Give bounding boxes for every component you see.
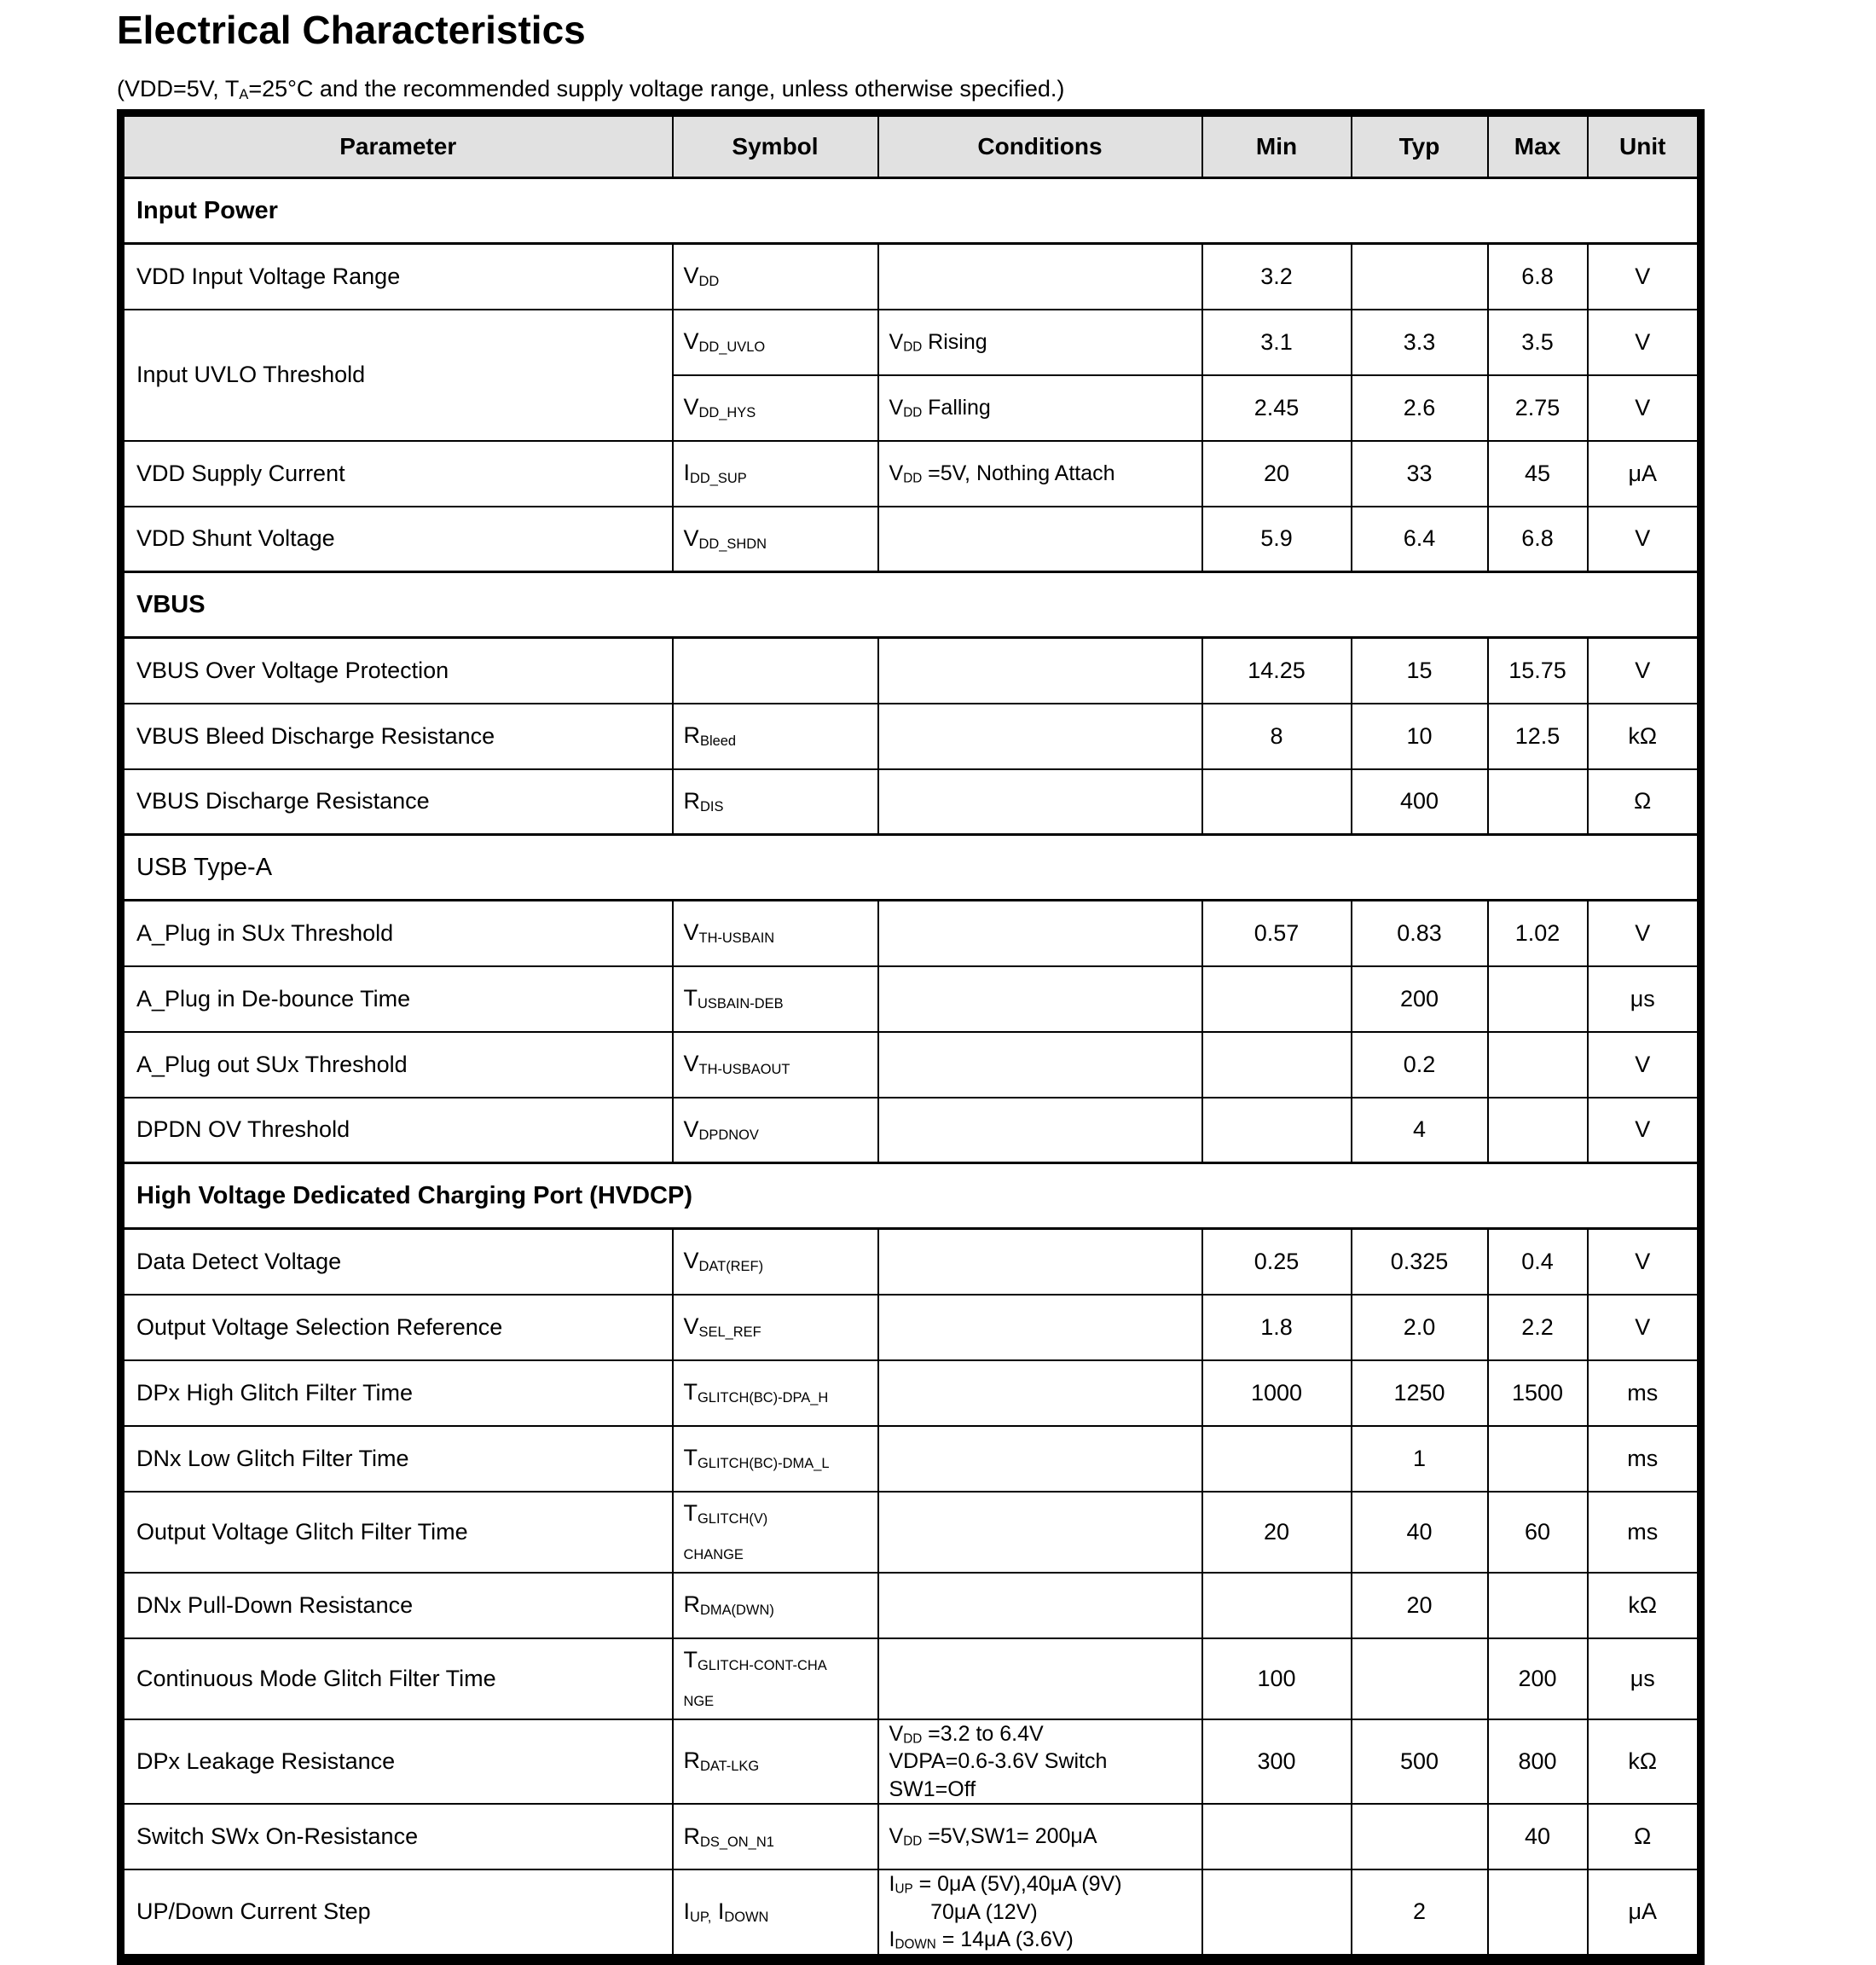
conditions-cell xyxy=(878,966,1202,1032)
conditions-cell xyxy=(878,1638,1202,1719)
max-cell xyxy=(1488,1869,1588,1959)
typ-cell: 0.2 xyxy=(1352,1032,1488,1098)
param-cell: DPDN OV Threshold xyxy=(121,1098,673,1163)
unit-cell: V xyxy=(1588,1229,1701,1295)
min-cell: 0.57 xyxy=(1202,901,1352,966)
min-cell xyxy=(1202,966,1352,1032)
typ-cell: 0.83 xyxy=(1352,901,1488,966)
section-label: High Voltage Dedicated Charging Port (HVDCP) xyxy=(121,1163,1701,1229)
min-cell: 20 xyxy=(1202,441,1352,507)
param-cell: Data Detect Voltage xyxy=(121,1229,673,1295)
typ-cell: 40 xyxy=(1352,1492,1488,1573)
symbol-cell: $V_{DAT(REF)}$ xyxy=(673,1229,878,1295)
min-cell: 1000 xyxy=(1202,1360,1352,1426)
conditions-cell xyxy=(878,901,1202,966)
conditions-cell: $I_{UP} = 0\mu A$ (5V),40μA (9V) 70μA (12V) $I_{DOWN} = 14\mu A$ (3.6V) xyxy=(878,1869,1202,1959)
min-cell: 1.8 xyxy=(1202,1295,1352,1360)
unit-cell: Ω xyxy=(1588,769,1701,835)
page-title: Electrical Characteristics xyxy=(117,8,586,52)
param-cell: Output Voltage Selection Reference xyxy=(121,1295,673,1360)
unit-cell: V xyxy=(1588,901,1701,966)
unit-cell: ms xyxy=(1588,1492,1701,1573)
max-cell: 1500 xyxy=(1488,1360,1588,1426)
typ-cell xyxy=(1352,1804,1488,1869)
param-cell: Continuous Mode Glitch Filter Time xyxy=(121,1638,673,1719)
table-row xyxy=(121,1229,1701,1295)
min-cell xyxy=(1202,1032,1352,1098)
max-cell xyxy=(1488,1573,1588,1638)
typ-cell: 10 xyxy=(1352,704,1488,769)
unit-cell: V xyxy=(1588,310,1701,375)
param-cell: A_Plug in SUx Threshold xyxy=(121,901,673,966)
max-cell: 0.4 xyxy=(1488,1229,1588,1295)
section-label: VBUS xyxy=(121,572,1701,638)
typ-cell: 2 xyxy=(1352,1869,1488,1959)
symbol-cell: $T_{GLITCH(BC)-DPA\_H}$ xyxy=(673,1360,878,1426)
unit-cell: kΩ xyxy=(1588,1573,1701,1638)
typ-cell: 6.4 xyxy=(1352,507,1488,572)
min-cell: 5.9 xyxy=(1202,507,1352,572)
max-cell xyxy=(1488,1032,1588,1098)
symbol-cell: $I_{UP,}$ $I_{DOWN}$ xyxy=(673,1869,878,1959)
symbol-cell: $V_{DD\_HYS}$ xyxy=(673,375,878,441)
max-cell xyxy=(1488,769,1588,835)
param-cell: DNx Low Glitch Filter Time xyxy=(121,1426,673,1492)
conditions-cell xyxy=(878,1426,1202,1492)
param-cell: A_Plug out SUx Threshold xyxy=(121,1032,673,1098)
table-row xyxy=(121,1492,1701,1573)
symbol-cell: $T_{GLITCH(V)}$ $_{CHANGE}$ xyxy=(673,1492,878,1573)
max-cell: 800 xyxy=(1488,1719,1588,1805)
symbol-cell xyxy=(673,638,878,704)
conditions-cell xyxy=(878,638,1202,704)
unit-cell: μA xyxy=(1588,441,1701,507)
section-row xyxy=(121,835,1701,901)
min-cell xyxy=(1202,769,1352,835)
symbol-cell: $R_{DAT-LKG}$ xyxy=(673,1719,878,1805)
unit-cell: V xyxy=(1588,638,1701,704)
table-row xyxy=(121,966,1701,1032)
max-cell: 200 xyxy=(1488,1638,1588,1719)
page-subtitle: (VDD=5V, $T_A=25^\circ C$ and the recommended supply voltage range, unless otherwise specified.) xyxy=(117,76,1065,102)
table-row xyxy=(121,1295,1701,1360)
symbol-cell: $V_{TH-USBAIN}$ xyxy=(673,901,878,966)
conditions-cell xyxy=(878,1098,1202,1163)
max-cell: 6.8 xyxy=(1488,244,1588,310)
param-cell: VDD Supply Current xyxy=(121,441,673,507)
unit-cell: ms xyxy=(1588,1426,1701,1492)
typ-cell: 2.0 xyxy=(1352,1295,1488,1360)
max-cell xyxy=(1488,1098,1588,1163)
unit-cell: kΩ xyxy=(1588,704,1701,769)
min-cell: 20 xyxy=(1202,1492,1352,1573)
param-cell: UP/Down Current Step xyxy=(121,1869,673,1959)
table-row xyxy=(121,1573,1701,1638)
conditions-cell xyxy=(878,244,1202,310)
conditions-cell xyxy=(878,1032,1202,1098)
unit-cell: kΩ xyxy=(1588,1719,1701,1805)
min-cell: 0.25 xyxy=(1202,1229,1352,1295)
symbol-cell: $V_{DPDNOV}$ xyxy=(673,1098,878,1163)
min-cell xyxy=(1202,1098,1352,1163)
param-cell: DPx Leakage Resistance xyxy=(121,1719,673,1805)
table-row xyxy=(121,901,1701,966)
symbol-cell: $R_{DS\_ON\_N1}$ xyxy=(673,1804,878,1869)
max-cell: 2.75 xyxy=(1488,375,1588,441)
table-header-row xyxy=(121,113,1701,178)
section-label: USB Type-A xyxy=(121,835,1701,901)
unit-cell: μA xyxy=(1588,1869,1701,1959)
min-cell: 3.1 xyxy=(1202,310,1352,375)
conditions-cell xyxy=(878,1492,1202,1573)
conditions-cell: $V_{DD} =5V,SW1= 200\mu A$ xyxy=(878,1804,1202,1869)
symbol-cell: $V_{DD}$ xyxy=(673,244,878,310)
unit-cell: V xyxy=(1588,1098,1701,1163)
min-cell xyxy=(1202,1804,1352,1869)
min-cell: 3.2 xyxy=(1202,244,1352,310)
max-cell xyxy=(1488,1426,1588,1492)
typ-cell: 15 xyxy=(1352,638,1488,704)
conditions-cell xyxy=(878,704,1202,769)
symbol-cell: $R_{DIS}$ xyxy=(673,769,878,835)
table-row xyxy=(121,1638,1701,1719)
conditions-cell xyxy=(878,1573,1202,1638)
symbol-cell: $V_{SEL\_REF}$ xyxy=(673,1295,878,1360)
max-cell: 45 xyxy=(1488,441,1588,507)
column-header-symbol: Symbol xyxy=(673,113,878,178)
unit-cell: V xyxy=(1588,507,1701,572)
typ-cell: 3.3 xyxy=(1352,310,1488,375)
typ-cell: 1 xyxy=(1352,1426,1488,1492)
max-cell xyxy=(1488,966,1588,1032)
symbol-cell: $V_{DD\_UVLO}$ xyxy=(673,310,878,375)
typ-cell: 4 xyxy=(1352,1098,1488,1163)
conditions-cell: $V_{DD} =3.2$ to 6.4V VDPA=0.6-3.6V Switch SW1=Off xyxy=(878,1719,1202,1805)
min-cell: 2.45 xyxy=(1202,375,1352,441)
param-cell: DNx Pull-Down Resistance xyxy=(121,1573,673,1638)
column-header-min: Min xyxy=(1202,113,1352,178)
typ-cell: 200 xyxy=(1352,966,1488,1032)
table-row xyxy=(121,1804,1701,1869)
table-row xyxy=(121,1098,1701,1163)
typ-cell: 0.325 xyxy=(1352,1229,1488,1295)
symbol-cell: $R_{Bleed}$ xyxy=(673,704,878,769)
typ-cell: 2.6 xyxy=(1352,375,1488,441)
max-cell: 2.2 xyxy=(1488,1295,1588,1360)
conditions-cell: $V_{DD}$ Falling xyxy=(878,375,1202,441)
table-row xyxy=(121,704,1701,769)
table-row xyxy=(121,1869,1701,1959)
unit-cell: Ω xyxy=(1588,1804,1701,1869)
typ-cell: 33 xyxy=(1352,441,1488,507)
unit-cell: μs xyxy=(1588,966,1701,1032)
column-header-unit: Unit xyxy=(1588,113,1701,178)
symbol-cell: $T_{GLITCH-CONT-CHA}$ $_{NGE}$ xyxy=(673,1638,878,1719)
max-cell: 1.02 xyxy=(1488,901,1588,966)
param-cell: Switch SWx On-Resistance xyxy=(121,1804,673,1869)
max-cell: 15.75 xyxy=(1488,638,1588,704)
symbol-cell: $R_{DMA(DWN)}$ xyxy=(673,1573,878,1638)
table-row xyxy=(121,769,1701,835)
max-cell: 40 xyxy=(1488,1804,1588,1869)
column-header-typ: Typ xyxy=(1352,113,1488,178)
symbol-cell: $V_{DD\_SHDN}$ xyxy=(673,507,878,572)
typ-cell xyxy=(1352,244,1488,310)
unit-cell: V xyxy=(1588,1295,1701,1360)
symbol-cell: $T_{GLITCH(BC)-DMA\_L}$ xyxy=(673,1426,878,1492)
section-label: Input Power xyxy=(121,178,1701,244)
unit-cell: V xyxy=(1588,1032,1701,1098)
param-cell: DPx High Glitch Filter Time xyxy=(121,1360,673,1426)
electrical-characteristics-table xyxy=(117,109,1705,1965)
param-cell: Input UVLO Threshold xyxy=(121,310,673,441)
column-header-conditions: Conditions xyxy=(878,113,1202,178)
symbol-cell: $V_{TH-USBAOUT}$ xyxy=(673,1032,878,1098)
table-row xyxy=(121,310,1701,375)
conditions-cell xyxy=(878,1295,1202,1360)
table-body xyxy=(121,178,1701,1960)
table-row xyxy=(121,441,1701,507)
typ-cell xyxy=(1352,1638,1488,1719)
conditions-cell: $V_{DD}$ Rising xyxy=(878,310,1202,375)
unit-cell: ms xyxy=(1588,1360,1701,1426)
param-cell: VDD Input Voltage Range xyxy=(121,244,673,310)
param-cell: VDD Shunt Voltage xyxy=(121,507,673,572)
section-row xyxy=(121,1163,1701,1229)
typ-cell: 500 xyxy=(1352,1719,1488,1805)
section-row xyxy=(121,572,1701,638)
unit-cell: V xyxy=(1588,244,1701,310)
typ-cell: 20 xyxy=(1352,1573,1488,1638)
max-cell: 60 xyxy=(1488,1492,1588,1573)
conditions-cell xyxy=(878,769,1202,835)
symbol-cell: $T_{USBAIN-DEB}$ xyxy=(673,966,878,1032)
param-cell: Output Voltage Glitch Filter Time xyxy=(121,1492,673,1573)
max-cell: 3.5 xyxy=(1488,310,1588,375)
conditions-cell: $V_{DD} =5V$, Nothing Attach xyxy=(878,441,1202,507)
symbol-cell: $I_{DD\_SUP}$ xyxy=(673,441,878,507)
max-cell: 12.5 xyxy=(1488,704,1588,769)
min-cell: 8 xyxy=(1202,704,1352,769)
table-row xyxy=(121,244,1701,310)
typ-cell: 1250 xyxy=(1352,1360,1488,1426)
param-cell: A_Plug in De-bounce Time xyxy=(121,966,673,1032)
table-row xyxy=(121,1426,1701,1492)
typ-cell: 400 xyxy=(1352,769,1488,835)
table-row xyxy=(121,1032,1701,1098)
column-header-max: Max xyxy=(1488,113,1588,178)
param-cell: VBUS Bleed Discharge Resistance xyxy=(121,704,673,769)
param-cell: VBUS Discharge Resistance xyxy=(121,769,673,835)
min-cell xyxy=(1202,1573,1352,1638)
table-row xyxy=(121,1719,1701,1805)
table-row xyxy=(121,507,1701,572)
unit-cell: μs xyxy=(1588,1638,1701,1719)
conditions-cell xyxy=(878,1229,1202,1295)
min-cell: 14.25 xyxy=(1202,638,1352,704)
min-cell xyxy=(1202,1869,1352,1959)
min-cell: 100 xyxy=(1202,1638,1352,1719)
conditions-cell xyxy=(878,507,1202,572)
section-row xyxy=(121,178,1701,244)
min-cell: 300 xyxy=(1202,1719,1352,1805)
max-cell: 6.8 xyxy=(1488,507,1588,572)
table-row xyxy=(121,638,1701,704)
param-cell: VBUS Over Voltage Protection xyxy=(121,638,673,704)
min-cell xyxy=(1202,1426,1352,1492)
column-header-parameter: Parameter xyxy=(121,113,673,178)
unit-cell: V xyxy=(1588,375,1701,441)
table-row xyxy=(121,1360,1701,1426)
conditions-cell xyxy=(878,1360,1202,1426)
